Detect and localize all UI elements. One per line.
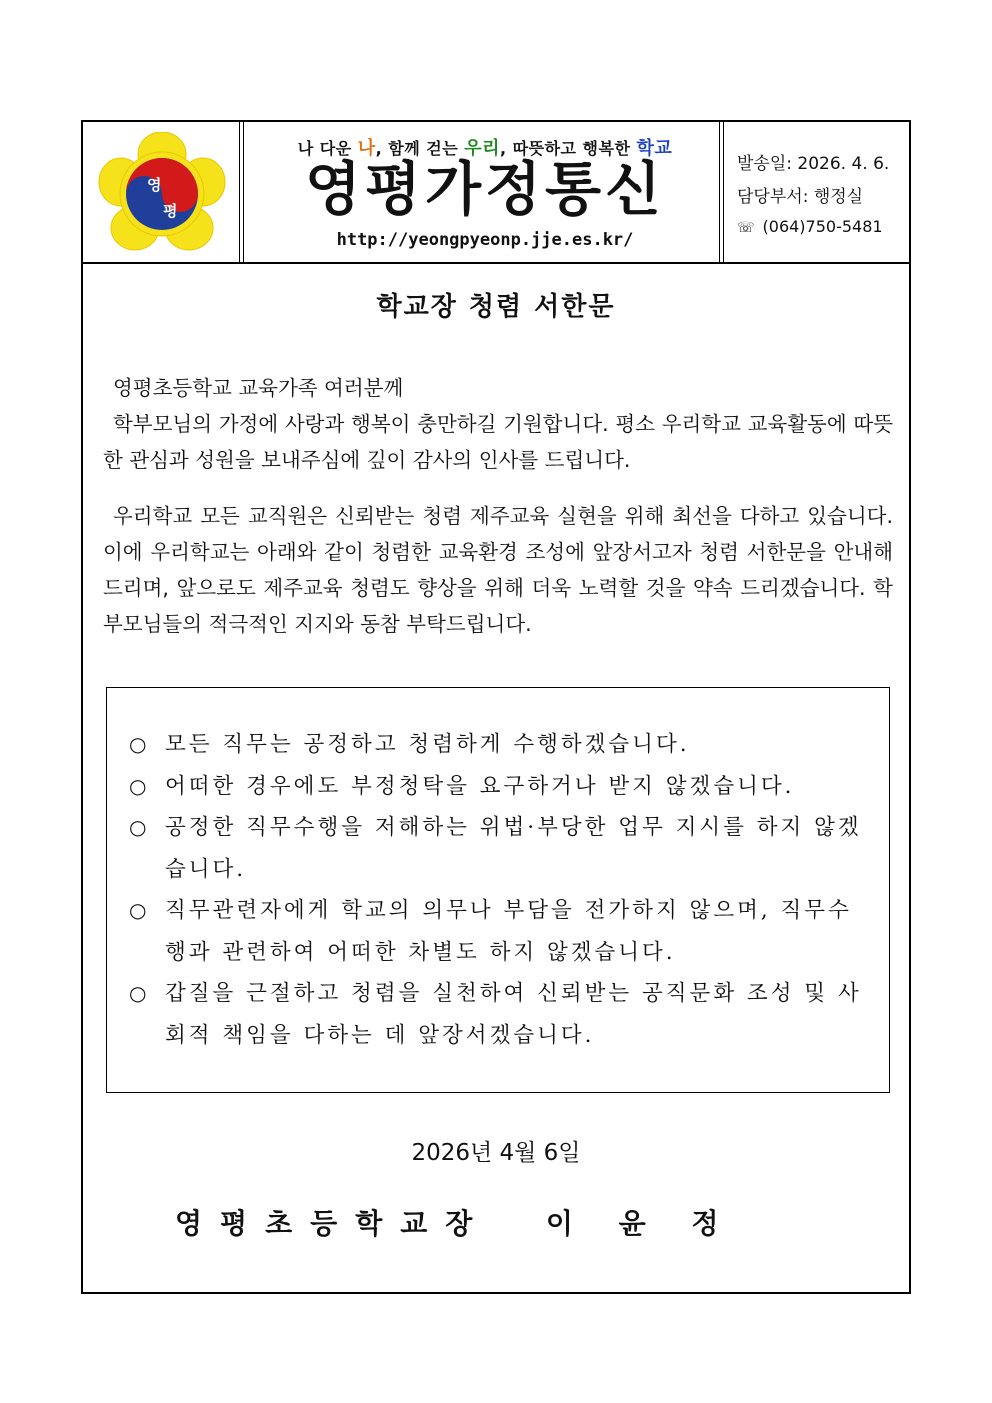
slogan-part1: 나 다운 <box>297 139 358 158</box>
school-url-link[interactable]: http://yeongpyeonp.jje.es.kr/ <box>336 230 634 250</box>
phone-number: (064)750-5481 <box>762 217 883 236</box>
pledge-item <box>129 807 869 890</box>
document-title: 학교장 청렴 서한문 <box>376 292 616 322</box>
pledge-list <box>129 724 869 1056</box>
pledge-text: 갑질을 근절하고 청렴을 실천하여 신뢰받는 공직문화 조성 및 사회적 책임을 다하는 데 앞장서겠습니다. <box>165 981 862 1048</box>
title-cell <box>247 122 724 262</box>
greeting: 영평초등학교 교육가족 여러분께 <box>113 376 404 400</box>
pledge-text: 모든 직무는 공정하고 청렴하게 수행하겠습니다. <box>165 732 690 757</box>
pledge-item <box>129 766 869 808</box>
pledge-text: 공정한 직무수행을 저해하는 위법·부당한 업무 지시를 하지 않겠습니다. <box>165 815 862 882</box>
phone-line <box>737 217 883 236</box>
newsletter-title: 영평가정통신 <box>304 155 666 223</box>
newsletter-header <box>83 122 909 264</box>
paragraph-2: 우리학교 모든 교직원은 신뢰받는 청렴 제주교육 실현을 위해 최선을 다하고 있습니다. 이에 우리학교는 아래와 같이 청렴한 교육환경 조성에 앞장서고자 청렴 서한문을 안내해 드리며, 앞으로도 제주교육 청렴도 향상을 위해 더욱 노력할 것을 약속 드리겠습니다. 학부모님들의 적극적인 지지와 동참 부탁드립니다. <box>103 504 893 636</box>
pledge-box <box>106 687 890 1093</box>
principal-signature: 영평초등학교장 이 윤 정 <box>175 1207 737 1240</box>
pledge-item <box>129 890 869 973</box>
slogan-na: 나 <box>357 138 376 159</box>
department: 담당부서: 행정실 <box>737 187 864 207</box>
logo-char-bottom: 평 <box>163 202 178 220</box>
pledge-item <box>129 724 869 766</box>
pledge-bullet: ○ <box>129 898 147 922</box>
pledge-bullet: ○ <box>129 815 147 839</box>
logo-cell <box>83 122 244 262</box>
logo-char-top: 영 <box>147 176 162 194</box>
letter-date: 2026년 4월 6일 <box>411 1140 581 1166</box>
pledge-item <box>129 973 869 1056</box>
pledge-bullet: ○ <box>129 732 147 756</box>
school-emblem-icon <box>97 132 227 252</box>
pledge-text: 어떠한 경우에도 부정청탁을 요구하거나 받지 않겠습니다. <box>165 773 795 799</box>
slogan-part3: , 따뜻하고 행복한 <box>500 139 637 158</box>
slogan-hakgyo: 학교 <box>636 138 673 159</box>
slogan-uri: 우리 <box>464 138 501 159</box>
telephone-icon: ☏ <box>737 220 755 236</box>
document-frame <box>81 120 911 1294</box>
pledge-text: 직무관련자에게 학교의 의무나 부담을 전가하지 않으며, 직무수행과 관련하여 어떠한 차별도 하지 않겠습니다. <box>165 898 852 965</box>
send-date: 발송일: 2026. 4. 6. <box>737 154 890 174</box>
pledge-bullet: ○ <box>129 981 147 1005</box>
slogan-part2: , 함께 걷는 <box>375 139 465 158</box>
paragraph-1: 학부모님의 가정에 사랑과 행복이 충만하길 기원합니다. 평소 우리학교 교육활동에 따뜻한 관심과 성원을 보내주심에 깊이 감사의 인사를 드립니다. <box>103 412 893 472</box>
pledge-bullet: ○ <box>129 773 147 798</box>
info-cell <box>727 122 911 262</box>
